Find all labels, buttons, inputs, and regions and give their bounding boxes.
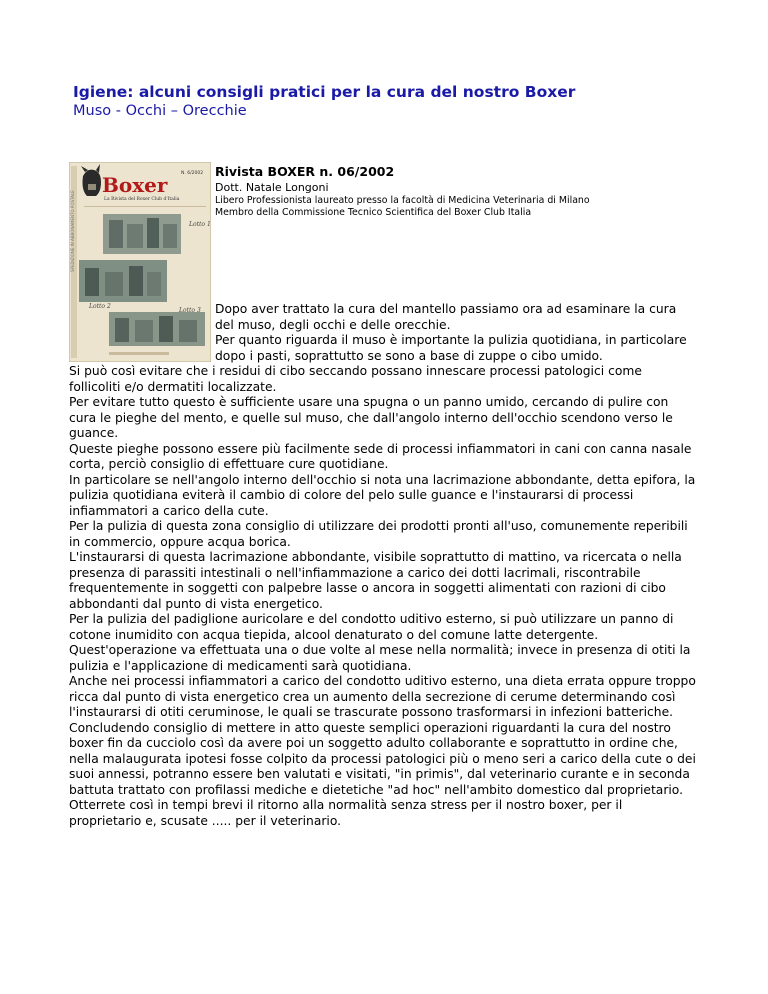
paragraph: Per la pulizia di questa zona consiglio di utilizzare dei prodotti pronti all'uso, comunemente reperibili in commercio, oppure acqua borica. — [69, 519, 688, 549]
article-body — [69, 302, 697, 829]
cover-logo: Boxer — [102, 173, 168, 197]
paragraph: In particolare se nell'angolo interno dell'occhio si nota una lacrimazione abbondante, detta epifora, la pulizia quotidiana eviterà il cambio di colore del pelo sulle guance e l'instaurarsi di processi infiammatori a carico della cute. — [69, 472, 696, 518]
paragraph: L'instaurarsi di questa lacrimazione abbondante, visibile soprattutto di mattino, va ricercata o nella presenza di parassiti intestinali o nell'infiammazione a carico dei dotti lacrimali, riscontrabile frequentemente in soggetti con palpebre lasse o ancora in soggetti alimentati con razioni di cibo abbondanti dal punto di vista energetico. — [69, 550, 682, 611]
paragraph: Otterrete così in tempi brevi il ritorno alla normalità senza stress per il nostro boxer, per il proprietario e, scusate ..... per il veterinario. — [69, 798, 623, 828]
paragraph: Quest'operazione va effettuata una o due volte al mese nella normalità; invece in presenza di otiti la pulizia e l'applicazione di medicamenti sarà quotidiana. — [69, 643, 691, 673]
author-affiliation-2: Membro della Commissione Tecnico Scientifica del Boxer Club Italia — [215, 207, 532, 218]
author-affiliation-1: Libero Professionista laureato presso la facoltà di Medicina Veterinaria di Milano — [215, 195, 590, 206]
cover-lot-2: Lotto 2 — [89, 303, 111, 310]
svg-text:SPEDIZIONE IN ABBONAMENTO POST: SPEDIZIONE IN ABBONAMENTO POSTALE — [70, 190, 75, 272]
paragraph: Dopo aver trattato la cura del mantello passiamo ora ad esaminare la cura del muso, degli occhi e delle orecchie. — [215, 302, 677, 332]
page-subtitle: Muso - Occhi – Orecchie — [73, 103, 247, 119]
article-header — [215, 164, 695, 219]
author-name: Dott. Natale Longoni — [215, 181, 329, 194]
cover-lot-3: Lotto 3 — [179, 307, 201, 314]
paragraph: Si può così evitare che i residui di cibo seccando possano innescare processi patologici come follicoliti e/o dermatiti localizzate. — [69, 364, 642, 394]
paragraph: Queste pieghe possono essere più facilmente sede di processi infiammatori in cani con canna nasale corta, perciò consiglio di effettuare cure quotidiane. — [69, 441, 692, 471]
article-page — [69, 82, 703, 828]
cover-issue: N. 6/2002 — [181, 171, 204, 176]
paragraph: Anche nei processi infiammatori a carico del condotto uditivo esterno, una dieta errata oppure troppo ricca dal punto di vista energetico crea un aumento della secrezione di cerume determinando così l'instaurarsi di otiti ceruminose, le quali se trascurate possono trasformarsi in infezioni batteriche. — [69, 674, 696, 719]
cover-lot-1: Lotto 1 — [189, 221, 211, 228]
paragraph: Concludendo consiglio di mettere in atto queste semplici operazioni riguardanti la cura del nostro boxer fin da cucciolo così da avere poi un soggetto adulto collaborante e soprattutto in ordine che, nella malaugurata ipotesi fosse colpito da processi patologici più o meno seri a carico della cute o dei suoi annessi, potranno essere ben valutati e visitati, "in primis", dal veterinario curante e in seconda battuta trattato con profilassi mediche e dietetiche "ad hoc" nell'ambito domestico dal proprietario. — [69, 720, 696, 797]
paragraph: Per la pulizia del padiglione auricolare e del condotto uditivo esterno, si può utilizzare un panno di cotone inumidito con acqua tiepida, alcool denaturato o del comune latte detergente. — [69, 612, 674, 642]
paragraph: Per evitare tutto questo è sufficiente usare una spugna o un panno umido, cercando di pulire con cura le pieghe del mento, e quelle sul muso, che dall'angolo interno dell'occhio scendono verso le guance. — [69, 395, 673, 440]
cover-tagline: La Rivista del Boxer Club d'Italia — [104, 197, 180, 202]
paragraph: Per quanto riguarda il muso è importante la pulizia quotidiana, in particolare dopo i pasti, soprattutto se sono a base di zuppe o cibo umido. — [215, 333, 687, 363]
page-title: Igiene: alcuni consigli pratici per la cura del nostro Boxer — [73, 83, 576, 101]
magazine-reference: Rivista BOXER n. 06/2002 — [215, 164, 395, 179]
